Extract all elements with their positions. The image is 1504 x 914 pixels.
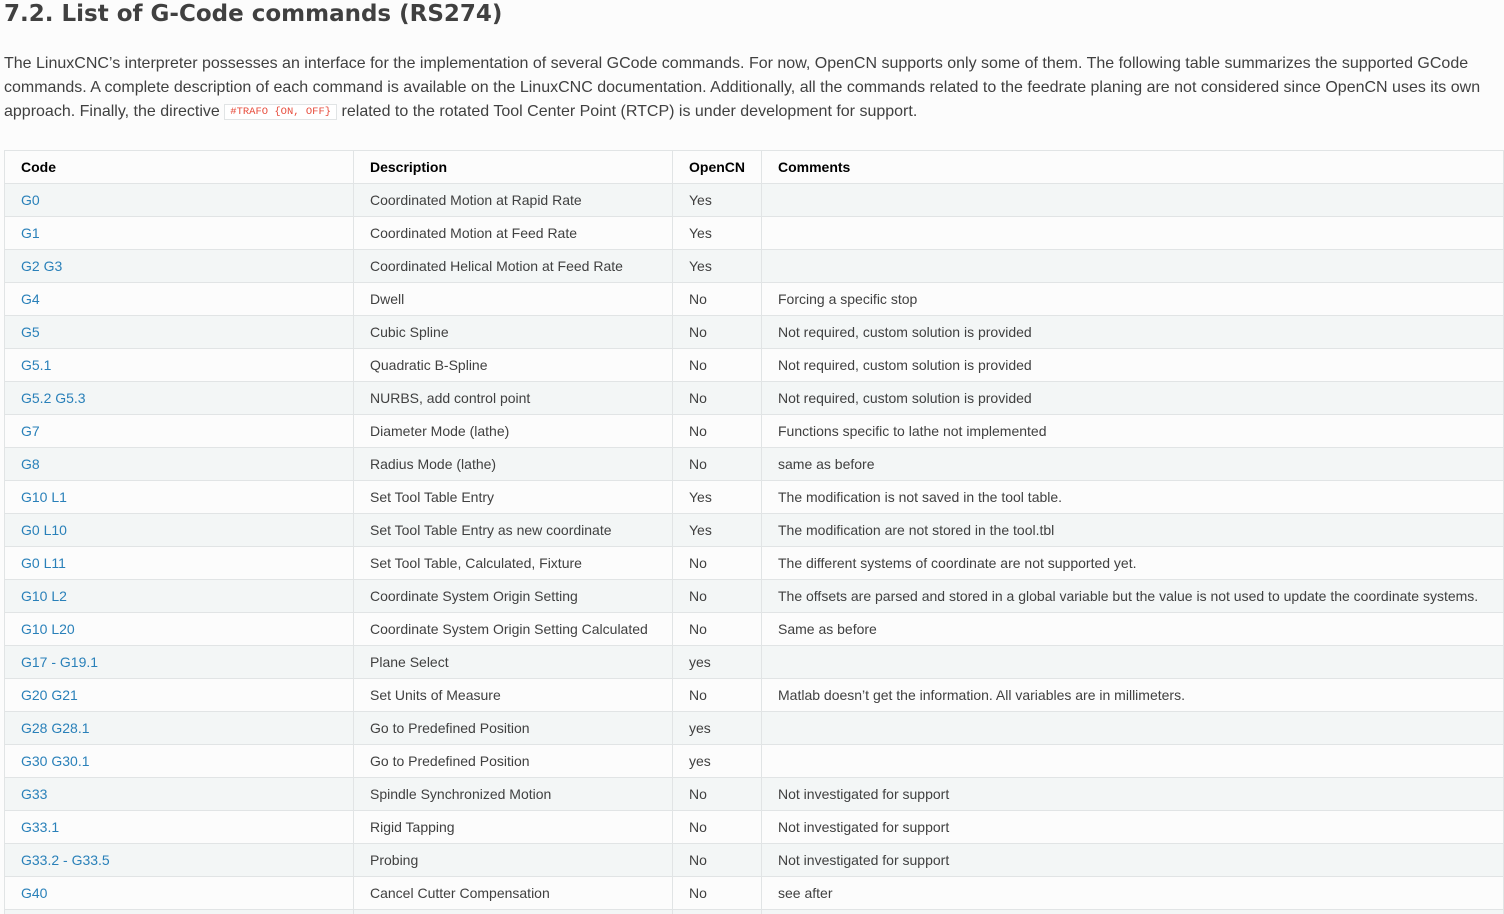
table-row xyxy=(5,481,1504,514)
comments-cell xyxy=(762,217,1504,250)
description-cell: Set Tool Table, Calculated, Fixture xyxy=(354,547,673,580)
opencn-support-cell: Yes xyxy=(673,184,762,217)
table-row xyxy=(5,448,1504,481)
table-row xyxy=(5,283,1504,316)
description-cell: Diameter Mode (lathe) xyxy=(354,415,673,448)
gcode-link[interactable]: G0 xyxy=(5,184,354,217)
opencn-support-cell: No xyxy=(673,382,762,415)
description-cell: Coordinate System Origin Setting Calculated xyxy=(354,613,673,646)
description-cell: Go to Predefined Position xyxy=(354,745,673,778)
table-row xyxy=(5,547,1504,580)
opencn-support-cell: No xyxy=(673,316,762,349)
gcode-link[interactable]: G0 L11 xyxy=(5,547,354,580)
gcode-link[interactable]: G5.2 G5.3 xyxy=(5,382,354,415)
comments-cell: Same as before xyxy=(762,613,1504,646)
gcode-link[interactable]: G5.1 xyxy=(5,349,354,382)
gcode-link[interactable]: G10 L2 xyxy=(5,580,354,613)
comments-cell: Not required, custom solution is provided xyxy=(762,382,1504,415)
section-title: 7.2. List of G-Code commands (RS274) xyxy=(4,1,503,27)
description-cell: Plane Select xyxy=(354,646,673,679)
gcode-link[interactable]: G40 xyxy=(5,877,354,910)
gcode-link[interactable]: G4 xyxy=(5,283,354,316)
comments-cell: The different systems of coordinate are not supported yet. xyxy=(762,547,1504,580)
comments-cell: see after xyxy=(762,877,1504,910)
table-row xyxy=(5,745,1504,778)
table-row xyxy=(5,349,1504,382)
trafo-directive-code: #TRAFO {ON, OFF} xyxy=(224,104,337,120)
opencn-support-cell xyxy=(673,910,762,914)
gcode-link[interactable]: G0 L10 xyxy=(5,514,354,547)
gcode-link[interactable]: G2 G3 xyxy=(5,250,354,283)
gcode-link[interactable]: G1 xyxy=(5,217,354,250)
table-row xyxy=(5,382,1504,415)
opencn-support-cell: No xyxy=(673,349,762,382)
opencn-support-cell: No xyxy=(673,679,762,712)
comments-cell: Not investigated for support xyxy=(762,778,1504,811)
gcode-link[interactable]: G10 L1 xyxy=(5,481,354,514)
table-row xyxy=(5,514,1504,547)
opencn-support-cell: yes xyxy=(673,745,762,778)
table-row xyxy=(5,184,1504,217)
description-cell: Probing xyxy=(354,844,673,877)
opencn-support-cell: No xyxy=(673,877,762,910)
opencn-support-cell: Yes xyxy=(673,514,762,547)
description-cell: Set Tool Table Entry xyxy=(354,481,673,514)
comments-cell: Not investigated for support xyxy=(762,844,1504,877)
description-cell: Radius Mode (lathe) xyxy=(354,448,673,481)
table-row xyxy=(5,811,1504,844)
table-row xyxy=(5,844,1504,877)
comments-cell: The modification is not saved in the tool table. xyxy=(762,481,1504,514)
opencn-support-cell: No xyxy=(673,283,762,316)
comments-cell xyxy=(762,910,1504,914)
opencn-support-cell: No xyxy=(673,415,762,448)
comments-cell: Functions specific to lathe not implemented xyxy=(762,415,1504,448)
description-cell: Rigid Tapping xyxy=(354,811,673,844)
table-row xyxy=(5,217,1504,250)
description-cell: Cubic Spline xyxy=(354,316,673,349)
gcode-link[interactable]: G7 xyxy=(5,415,354,448)
gcode-link[interactable]: G33.1 xyxy=(5,811,354,844)
opencn-support-cell: No xyxy=(673,580,762,613)
header-opencn: OpenCN xyxy=(673,151,762,184)
comments-cell xyxy=(762,184,1504,217)
gcode-link[interactable]: G28 G28.1 xyxy=(5,712,354,745)
description-cell: Spindle Synchronized Motion xyxy=(354,778,673,811)
opencn-support-cell: No xyxy=(673,778,762,811)
opencn-support-cell: No xyxy=(673,811,762,844)
gcode-link[interactable] xyxy=(5,910,354,914)
description-cell: Coordinated Motion at Feed Rate xyxy=(354,217,673,250)
header-code: Code xyxy=(5,151,354,184)
comments-cell: Not required, custom solution is provided xyxy=(762,316,1504,349)
comments-cell: Forcing a specific stop xyxy=(762,283,1504,316)
gcode-link[interactable]: G30 G30.1 xyxy=(5,745,354,778)
opencn-support-cell: Yes xyxy=(673,217,762,250)
opencn-support-cell: Yes xyxy=(673,250,762,283)
gcode-link[interactable]: G5 xyxy=(5,316,354,349)
comments-cell: Not investigated for support xyxy=(762,811,1504,844)
table-header-row xyxy=(5,151,1504,184)
table-row xyxy=(5,910,1504,914)
header-comments: Comments xyxy=(762,151,1504,184)
table-row xyxy=(5,646,1504,679)
table-row xyxy=(5,415,1504,448)
gcode-link[interactable]: G17 - G19.1 xyxy=(5,646,354,679)
intro-paragraph xyxy=(4,52,1494,126)
opencn-support-cell: yes xyxy=(673,712,762,745)
comments-cell xyxy=(762,646,1504,679)
comments-cell: The modification are not stored in the tool.tbl xyxy=(762,514,1504,547)
gcode-link[interactable]: G33 xyxy=(5,778,354,811)
table-row xyxy=(5,778,1504,811)
table-row xyxy=(5,679,1504,712)
description-cell: Cancel Cutter Compensation xyxy=(354,877,673,910)
comments-cell: Not required, custom solution is provided xyxy=(762,349,1504,382)
description-cell: Set Tool Table Entry as new coordinate xyxy=(354,514,673,547)
table-row xyxy=(5,712,1504,745)
description-cell: Set Units of Measure xyxy=(354,679,673,712)
comments-cell: The offsets are parsed and stored in a global variable but the value is not used to update the coordinate systems. xyxy=(762,580,1504,613)
comments-cell xyxy=(762,712,1504,745)
table-row xyxy=(5,877,1504,910)
intro-text-before: The LinuxCNC’s interpreter possesses an interface for the implementation of several GCode commands. For now, OpenCN supports only some of them. The following table summarizes the supported GCode commands. A complete description of each command is available on the LinuxCNC documentation. Additionally, all the commands related to the feedrate planing are not considered since OpenCN uses its own approach. Finally, the directive xyxy=(4,55,1481,120)
gcode-link[interactable]: G33.2 - G33.5 xyxy=(5,844,354,877)
opencn-support-cell: No xyxy=(673,844,762,877)
description-cell: Dwell xyxy=(354,283,673,316)
opencn-support-cell: Yes xyxy=(673,481,762,514)
table-row xyxy=(5,613,1504,646)
comments-cell: Matlab doesn’t get the information. All variables are in millimeters. xyxy=(762,679,1504,712)
header-description: Description xyxy=(354,151,673,184)
comments-cell xyxy=(762,745,1504,778)
description-cell: Coordinate System Origin Setting xyxy=(354,580,673,613)
opencn-support-cell: yes xyxy=(673,646,762,679)
intro-text-after: related to the rotated Tool Center Point (RTCP) is under development for support. xyxy=(337,103,918,120)
table-body xyxy=(5,184,1504,914)
table-row xyxy=(5,250,1504,283)
description-cell: Coordinated Helical Motion at Feed Rate xyxy=(354,250,673,283)
opencn-support-cell: No xyxy=(673,448,762,481)
description-cell: NURBS, add control point xyxy=(354,382,673,415)
opencn-support-cell: No xyxy=(673,613,762,646)
description-cell: Go to Predefined Position xyxy=(354,712,673,745)
gcode-link[interactable]: G20 G21 xyxy=(5,679,354,712)
gcode-link[interactable]: G8 xyxy=(5,448,354,481)
gcode-commands-table xyxy=(4,150,1504,914)
table-row xyxy=(5,580,1504,613)
table-row xyxy=(5,316,1504,349)
opencn-support-cell: No xyxy=(673,547,762,580)
comments-cell: same as before xyxy=(762,448,1504,481)
description-cell: Quadratic B-Spline xyxy=(354,349,673,382)
description-cell xyxy=(354,910,673,914)
comments-cell xyxy=(762,250,1504,283)
description-cell: Coordinated Motion at Rapid Rate xyxy=(354,184,673,217)
gcode-link[interactable]: G10 L20 xyxy=(5,613,354,646)
